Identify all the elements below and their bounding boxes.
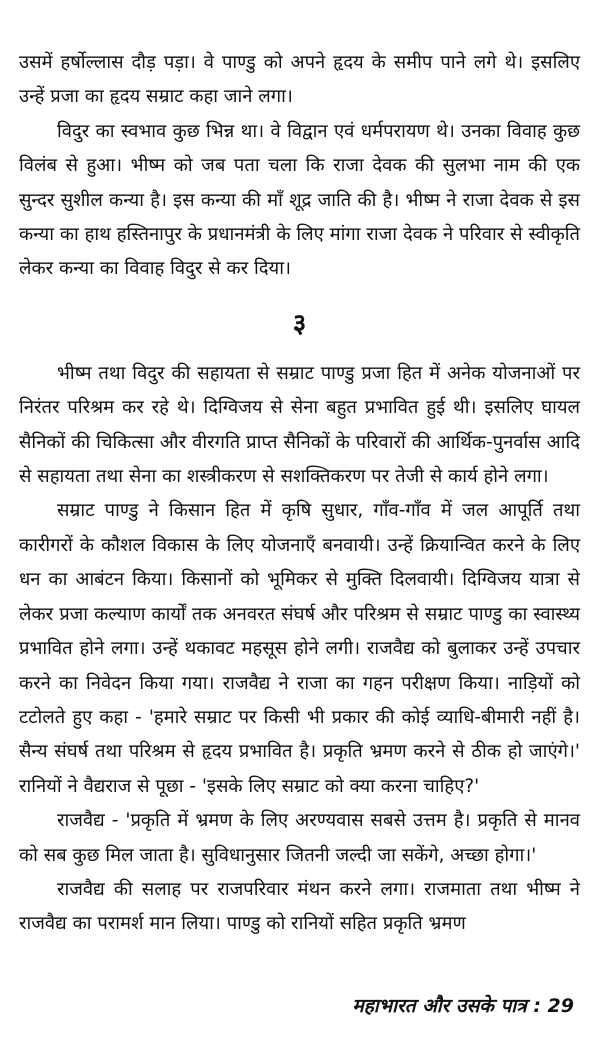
page-footer xyxy=(352,992,574,1018)
footer-separator: : xyxy=(526,995,548,1017)
paragraph: राजवैद्य की सलाह पर राजपरिवार मंथन करने लगा। राजमाता तथा भीष्म ने राजवैद्य का परामर्श मान लिया। पाण्डु को रानियों सहित प्रकृति भ्रमण xyxy=(19,878,580,935)
paragraph: भीष्म तथा विदुर की सहायता से सम्राट पाण्डु प्रजा हित में अनेक योजनाओं पर निरंतर परिश्रम कर रहे थे। दिग्विजय से सेना बहुत प्रभावित हुई थी। इसलिए घायल सैनिकों की चिकित्सा और वीरगति प्राप्त सैनिकों के परिवारों की आर्थिक-पुनर्वास आदि से सहायता तथा सेना का शस्त्रीकरण से सशक्तिकरण पर तेजी से कार्य होने लगा। xyxy=(19,362,580,488)
paragraph: विदुर का स्वभाव कुछ भिन्न था। वे विद्वान एवं धर्मपरायण थे। उनका विवाह कुछ विलंब से हुआ। भीष्म को जब पता चला कि राजा देवक की सुलभा नाम की एक सुन्दर सुशील कन्या है। इस कन्या की माँ शूद्र जाति की है। भीष्म ने राजा देवक से इस कन्या का हाथ हस्तिनापुर के प्रधानमंत्री के लिए मांगा राजा देवक ने परिवार से स्वीकृति लेकर कन्या का विवाह विदुर से कर दिया। xyxy=(19,120,580,280)
paragraph: उसमें हर्षोल्लास दौड़ पड़ा। वे पाण्डु को अपने हृदय के समीप पाने लगे थे। इसलिए उन्हें प्रजा का हृदय सम्राट कहा जाने लगा। xyxy=(19,52,580,108)
paragraph: राजवैद्य - 'प्रकृति में भ्रमण के लिए अरण्यवास सबसे उत्तम है। प्रकृति से मानव को सब कुछ मिल जाता है। सुविधानुसार जितनी जल्दी जा सकेंगे, अच्छा होगा।' xyxy=(19,810,580,866)
page-number: 29 xyxy=(547,995,574,1017)
paragraph: सम्राट पाण्डु ने किसान हित में कृषि सुधार, गाँव-गाँव में जल आपूर्ति तथा कारीगरों के कौशल विकास के लिए योजनाएँ बनवायी। उन्हें क्रियान्वित करने के लिए धन का आबंटन किया। किसानों को भूमिकर से मुक्ति दिलवायी। दिग्विजय यात्रा से लेकर प्रजा कल्याण कार्यों तक अनवरत संघर्ष और परिश्रम से सम्राट पाण्डु का स्वास्थ्य प्रभावित होने लगा। उन्हें थकावट महसूस होने लगी। राजवैद्य को बुलाकर उन्हें उपचार करने का निवेदन किया गया। राजवैद्य ने राजा का गहन परीक्षण किया। नाड़ियों को टटोलते हुए कहा - 'हमारे सम्राट पर किसी भी प्रकार की कोई व्याधि-बीमारी नहीं है। सैन्य संघर्ष तथा परिश्रम से हृदय प्रभावित है। प्रकृति भ्रमण करने से ठीक हो जाएंगे।' रानियों ने वैद्यराज से पूछा - 'इसके लिए सम्राट को क्या करना चाहिए?' xyxy=(19,500,580,797)
book-title: महाभारत और उसके पात्र xyxy=(352,995,527,1017)
chapter-number: ३ xyxy=(292,308,307,339)
